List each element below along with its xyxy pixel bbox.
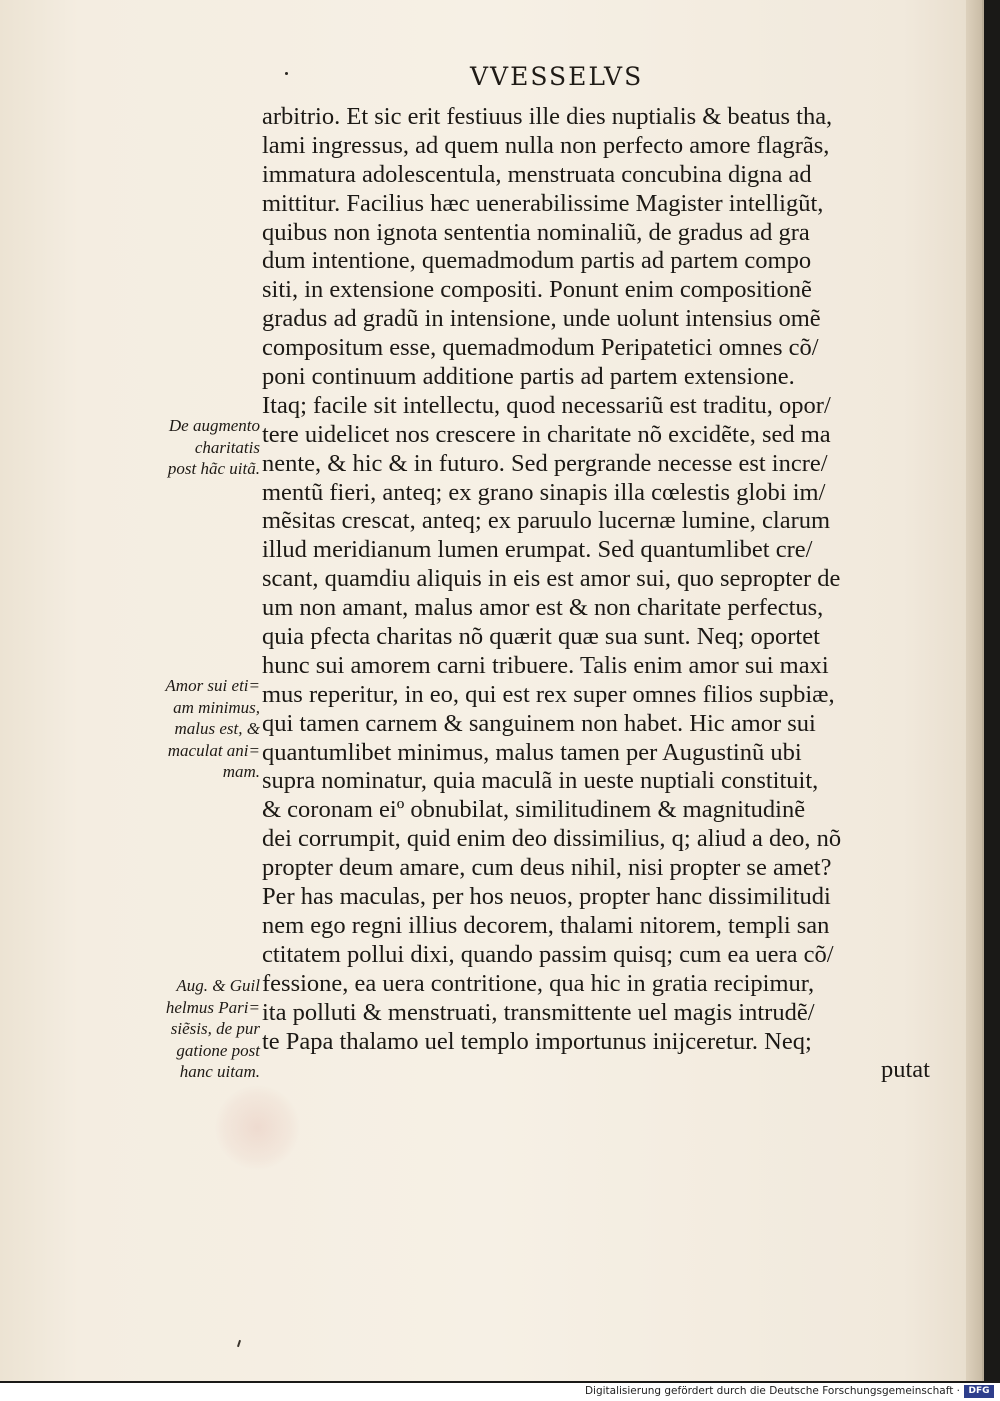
text-line: compositum esse, quemadmodum Peripatetici omnes cõ/: [262, 334, 819, 362]
page-edge-shadow: [966, 0, 982, 1381]
funding-credit: Digitalisierung gefördert durch die Deutsche Forschungsgemeinschaft ·: [584, 1385, 960, 1397]
text-line: supra nominatur, quia maculã in ueste nuptiali constituit,: [262, 767, 819, 795]
text-line: qui tamen carnem & sanguinem non habet. Hic amor sui: [262, 709, 816, 737]
text-line: fessione, ea uera contritione, qua hic in gratia recipimur,: [262, 969, 815, 997]
text-line: mittitur. Facilius hæc uenerabilissime Magister intelligũt,: [262, 189, 824, 217]
text-line: quia pfecta charitas nõ quærit quæ sua sunt. Neq; oportet: [262, 623, 820, 651]
text-line: nente, & hic & in futuro. Sed pergrande necesse est incre/: [262, 449, 828, 477]
text-line: mus reperitur, in eo, qui est rex super omnes filios supbiæ,: [262, 680, 835, 708]
marginal-note-line: malus est, &: [174, 719, 260, 738]
marginal-note: [120, 675, 260, 783]
text-line: ctitatem pollui dixi, quando passim quisq; cum ea uera cõ/: [262, 940, 834, 968]
footer-bar: [0, 1383, 1000, 1401]
text-line: immatura adolescentula, menstruata concubina digna ad: [262, 160, 812, 188]
text-line: illud meridianum lumen erumpat. Sed quantumlibet cre/: [262, 536, 813, 564]
text-line: tere uidelicet nos crescere in charitate nõ excidẽte, sed ma: [262, 420, 831, 448]
text-line: nem ego regni illius decorem, thalami nitorem, templi san: [262, 911, 830, 939]
marginal-note-line: charitatis: [194, 437, 260, 457]
marginal-note-line: gatione post: [176, 1040, 260, 1060]
catchword: putat: [881, 1056, 930, 1084]
text-line: scant, quamdiu aliquis in eis est amor sui, quo sepropter de: [262, 565, 841, 593]
marginal-note: [120, 975, 260, 1083]
text-line: ita polluti & menstruati, transmittente uel magis intrudẽ/: [262, 998, 815, 1026]
text-line: hunc sui amorem carni tribuere. Talis enim amor sui maxi: [262, 651, 829, 679]
text-line: mẽsitas crescat, anteq; ex paruulo lucernæ lumine, clarum: [262, 507, 831, 535]
marginal-note-line: Aug. & Guil: [176, 976, 260, 995]
marginal-note-line: maculat ani=: [167, 740, 260, 760]
text-line: arbitrio. Et sic erit festiuus ille dies nuptialis & beatus tha,: [262, 103, 833, 130]
text-line: Itaq; facile sit intellectu, quod necessariũ est traditu, opor/: [262, 391, 831, 419]
page-stain: [215, 1085, 300, 1170]
marginal-note-line: mam.: [222, 762, 260, 781]
text-line: poni continuum additione partis ad partem extensione.: [262, 363, 795, 391]
text-line: te Papa thalamo uel templo importunus inijceretur. Neq;: [262, 1027, 812, 1055]
marginal-note-line: post hãc uitã.: [167, 459, 260, 478]
marginal-note-line: hanc uitam.: [179, 1062, 260, 1081]
ink-mark: [237, 1340, 241, 1347]
running-head: VVESSELVS: [470, 62, 644, 91]
marginal-note: [120, 415, 260, 480]
marginal-note-line: Amor sui eti=: [165, 676, 260, 695]
text-line: um non amant, malus amor est & non charitate perfectus,: [262, 594, 824, 622]
text-line: dum intentione, quemadmodum partis ad partem compo: [262, 247, 812, 275]
text-line: propter deum amare, cum deus nihil, nisi propter se amet?: [262, 854, 832, 882]
body-text: [262, 103, 942, 1085]
marginal-note-line: helmus Pari=: [165, 997, 260, 1017]
ink-dot: [285, 72, 288, 75]
dfg-logo[interactable]: DFG: [964, 1385, 994, 1398]
text-line: gradus ad gradũ in intensione, unde uolunt intensius omẽ: [262, 305, 821, 333]
text-line: Per has maculas, per hos neuos, propter hanc dissimilitudi: [262, 883, 831, 911]
text-line: & coronam eiº obnubilat, similitudinem & magnitudinẽ: [262, 796, 806, 824]
text-line: siti, in extensione compositi. Ponunt enim compositionẽ: [262, 276, 812, 304]
text-line: dei corrumpit, quid enim deo dissimilius, q; aliud a deo, nõ: [262, 825, 842, 853]
text-line: quantumlibet minimus, malus tamen per Augustinũ ubi: [262, 738, 802, 766]
marginal-note-line: De augmento: [168, 416, 260, 435]
text-line: lami ingressus, ad quem nulla non perfecto amore flagrãs,: [262, 131, 830, 159]
marginal-note-line: siẽsis, de pur: [170, 1019, 260, 1038]
text-line: mentũ fieri, anteq; ex grano sinapis illa cœlestis globi im/: [262, 478, 826, 506]
marginal-note-line: am minimus,: [173, 697, 260, 717]
text-line: quibus non ignota sententia nominaliũ, de gradus ad gra: [262, 218, 810, 246]
